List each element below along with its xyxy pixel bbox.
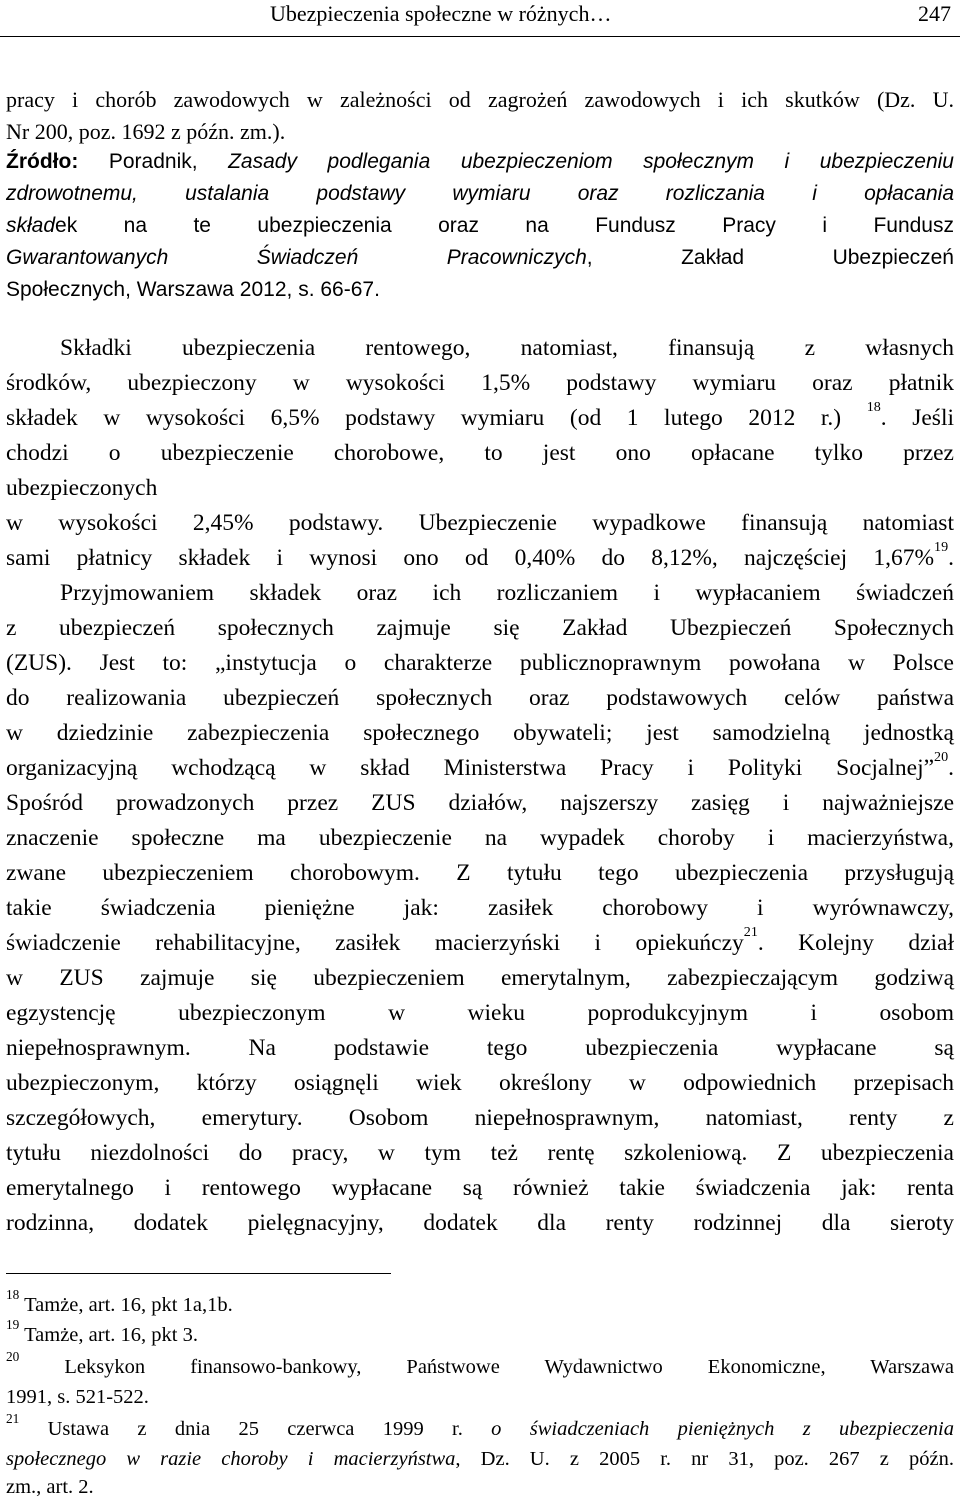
body-line: sami płatnicy składek i wynosi ono od 0,40% do 8,12%, najczęściej 1,67%$^{19}$. [6,539,954,571]
footnote-number: 19 [6,1317,20,1332]
body-line: znaczenie społeczne ma ubezpieczenie na wypadek choroby i macierzyństwa, [6,825,954,851]
body-line: w ZUS zajmuje się ubezpieczeniem emerytalnym, zabezpieczającym godziwą [6,965,954,991]
body-line: składek w wysokości 6,5% podstawy wymiaru (od 1 lutego 2012 r.) $^{18}$. Jeśli [6,399,955,431]
source-line: zdrowotnemu, ustalania podstawy wymiaru oraz rozliczania i opłacania [6,182,954,205]
body-line: organizacyjną wchodzącą w skład Ministerstwa Pracy i Polityki Socjalnej”$^{20}$. [6,749,954,781]
source-line: Gwarantowanych Świadczeń Pracowniczych, Zakład Ubezpieczeń [6,246,954,269]
body-line: świadczenie rehabilitacyjne, zasiłek macierzyński i opiekuńczy$^{21}$. Kolejny dział [6,924,954,956]
body-line: szczegółowych, emerytury. Osobom niepełnosprawnym, natomiast, renty z [6,1105,954,1131]
footnote-18: $^{18}$ Tamże, art. 16, pkt 1a,1b. [6,1287,233,1316]
footnote-ref[interactable]: 20 [934,749,949,765]
footnote-19: $^{19}$ Tamże, art. 16, pkt 3. [6,1317,198,1346]
body-line: zwane ubezpieczeniem chorobowym. Z tytułu tego ubezpieczenia przysługują [6,860,954,886]
footnote-ref[interactable]: 19 [934,539,949,555]
body-line: w dziedzinie zabezpieczenia społecznego obywateli; jest samodzielną jednostką [6,720,954,746]
intro-line: Nr 200, poz. 1692 z późn. zm.). [6,119,286,144]
running-header [0,0,960,37]
body-line: egzystencję ubezpieczonym w wieku poprodukcyjnym i osobom [6,1000,954,1026]
body-line: tytułu niezdolności do pracy, w tym też rentę szkoleniową. Z ubezpieczenia [6,1140,954,1166]
footnote-number: 21 [6,1411,20,1426]
source-line: Źródło: Poradnik, Zasady podlegania ubezpieczeniom społecznym i ubezpieczeniu [6,150,954,173]
body-line: środków, ubezpieczony w wysokości 1,5% podstawy wymiaru oraz płatnik [6,370,954,396]
footnote-number: 20 [6,1349,20,1364]
body-line: takie świadczenia pieniężne jak: zasiłek chorobowy i wyrównawczy, [6,895,954,921]
footnote-20-cont: 1991, s. 521-522. [6,1386,149,1408]
body-line: chodzi o ubezpieczenie chorobowe, to jest ono opłacane tylko przez [6,440,954,466]
header-title: Ubezpieczenia społeczne w różnych… [270,1,612,26]
footnote-21-cont: społecznego w razie choroby i macierzyństwa, Dz. U. z 2005 r. nr 31, poz. 267 z późn. [6,1448,954,1470]
body-line: niepełnosprawnym. Na podstawie tego ubezpieczenia wypłacane są [6,1035,954,1061]
body-line: (ZUS). Jest to: „instytucja o charakterze publicznoprawnym powołana w Polsce [6,650,954,676]
body-line: do realizowania ubezpieczeń społecznych oraz podstawowych celów państwa [6,685,954,711]
source-label: Źródło: [6,150,79,173]
body-line: Składki ubezpieczenia rentowego, natomiast, finansują z własnych [60,335,954,361]
source-line: Społecznych, Warszawa 2012, s. 66-67. [6,278,380,301]
intro-line: pracy i chorób zawodowych w zależności od zagrożeń zawodowych i ich skutków (Dz. U. [6,87,954,112]
page-number: 247 [918,1,951,26]
body-line: w wysokości 2,45% podstawy. Ubezpieczenie wypadkowe finansują natomiast [6,510,954,536]
body-line: ubezpieczonych [6,475,158,501]
body-line: Spośród prowadzonych przez ZUS działów, najszerszy zasięg i najważniejsze [6,790,954,816]
body-line: rodzinna, dodatek pielęgnacyjny, dodatek dla renty rodzinnej dla sieroty [6,1210,954,1236]
footnote-separator [6,1273,391,1274]
body-line: emerytalnego i rentowego wypłacane są również takie świadczenia jak: renta [6,1175,954,1201]
body-line: ubezpieczonym, którzy osiągnęli wiek określony w odpowiednich przepisach [6,1070,954,1096]
body-line: Przyjmowaniem składek oraz ich rozliczaniem i wypłacaniem świadczeń [60,580,954,606]
footnote-number: 18 [6,1287,20,1302]
source-line: składek na te ubezpieczenia oraz na Fundusz Pracy i Fundusz [6,214,954,237]
footnote-ref[interactable]: 18 [866,399,881,415]
footnote-ref[interactable]: 21 [743,924,758,940]
footnote-21: $^{21}$ Ustawa z dnia 25 czerwca 1999 r. o świadczeniach pieniężnych z ubezpieczenia [6,1411,954,1440]
body-line: z ubezpieczeń społecznych zajmuje się Zakład Ubezpieczeń Społecznych [6,615,954,641]
footnote-21-cont: zm., art. 2. [6,1476,94,1498]
footnote-20: $^{20}$ Leksykon finansowo-bankowy, Państwowe Wydawnictwo Ekonomiczne, Warszawa [6,1349,954,1378]
